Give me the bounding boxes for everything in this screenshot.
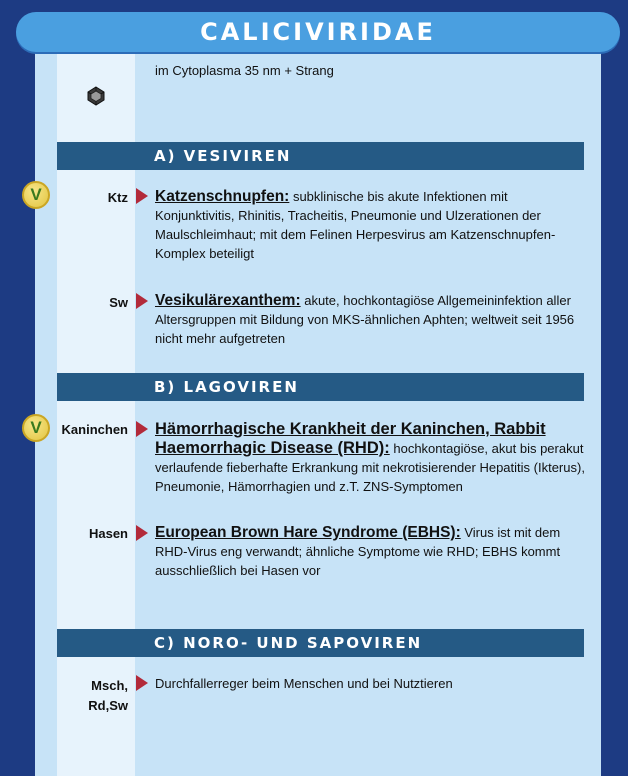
- intro-text: im Cytoplasma 35 nm + Strang: [155, 63, 334, 78]
- host-label-kaninchen: Kaninchen: [61, 422, 128, 437]
- arrow-icon: [136, 293, 148, 309]
- entry-heading: European Brown Hare Syndrome (EBHS):: [155, 524, 461, 541]
- page-title: CALICIVIRIDAE: [200, 18, 436, 46]
- v-badge-icon: V: [22, 181, 50, 209]
- host-label-ktz: Ktz: [107, 190, 128, 205]
- v-badge-icon: V: [22, 414, 50, 442]
- section-vesiviren: A) VESIVIREN: [57, 142, 584, 170]
- arrow-icon: [136, 675, 148, 691]
- virus-icon: [86, 86, 106, 106]
- entry-heading: Vesikulärexanthem:: [155, 292, 301, 309]
- entry-katzenschnupfen: [155, 187, 585, 263]
- host-label-hasen: Hasen: [88, 526, 128, 541]
- entry-vesikulaerexanthem: [155, 291, 585, 348]
- entry-text: subklinische bis akute Infektionen mit Konjunktivitis, Rhinitis, Tracheitis, Pneumonie und Ulzerationen der Maulschleimhaut; mit dem Felinen Herpesvirus am Katzenschnupfen-Komplex beteiligt: [155, 189, 556, 261]
- arrow-icon: [136, 188, 148, 204]
- section-noro-sapoviren: C) NORO- UND SAPOVIREN: [57, 629, 584, 657]
- host-label-sw: Sw: [109, 295, 128, 310]
- host-label-msch: Msch, Rd,Sw: [88, 678, 128, 713]
- entry-text: Virus ist mit dem RHD-Virus eng verwandt; ähnliche Symptome wie RHD; EBHS kommt ausschließlich bei Hasen vor: [155, 525, 561, 578]
- title-banner: [16, 12, 620, 52]
- entry-heading: Hämorrhagische Krankheit der Kaninchen, Rabbit Haemorrhagic Disease (RHD):: [155, 420, 546, 457]
- section-lagoviren: B) LAGOVIREN: [57, 373, 584, 401]
- entry-rhd: [155, 420, 585, 496]
- entry-text: hochkontagiöse, akut bis perakut verlaufende fieberhafte Erkrankung mit nekrotisierender Hepatitis (Ikterus), Pneumonie, Hämorrhagien und z.T. ZNS-Symptomen: [155, 441, 585, 494]
- arrow-icon: [136, 421, 148, 437]
- entry-durchfallerreger: Durchfallerreger beim Menschen und bei Nutztieren: [155, 676, 453, 691]
- entry-text: akute, hochkontagiöse Allgemeininfektion aller Altersgruppen mit Bildung von MKS-ähnlichen Aphten; weltweit seit 1956 nicht mehr aufgetreten: [155, 293, 575, 346]
- arrow-icon: [136, 525, 148, 541]
- entry-heading: Katzenschnupfen:: [155, 188, 290, 205]
- entry-ebhs: [155, 523, 585, 580]
